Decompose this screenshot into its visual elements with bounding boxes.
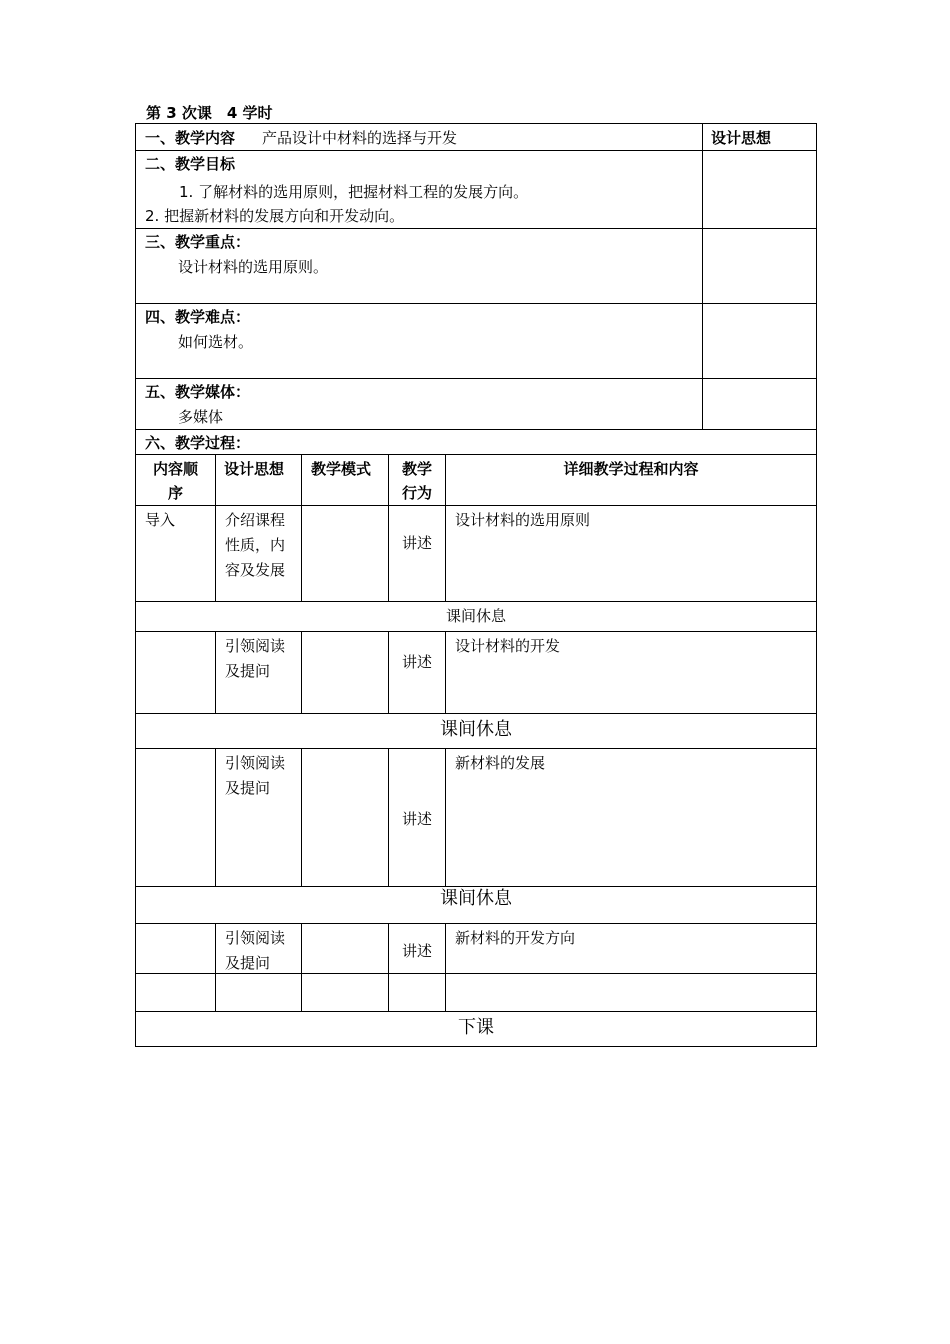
header-detail: 详细教学过程和内容 xyxy=(563,460,699,478)
break-label: 课间休息 xyxy=(440,888,512,909)
section1-content: 产品设计中材料的选择与开发 xyxy=(262,129,458,147)
section3-content: 设计材料的选用原则。 xyxy=(178,258,329,276)
design-thought-header: 设计思想 xyxy=(711,129,772,147)
row-detail: 新材料的开发方向 xyxy=(455,929,576,947)
objective-item: 2. 把握新材料的发展方向和开发动向。 xyxy=(145,207,405,225)
row-detail: 设计材料的选用原则 xyxy=(455,511,591,529)
header-mode: 教学模式 xyxy=(311,460,372,478)
lesson-title: 第 3 次课 4 学时 xyxy=(146,104,273,122)
row-design-line: 介绍课程 xyxy=(225,511,286,529)
section5-content: 多媒体 xyxy=(178,408,224,426)
objective-item: 1. 了解材料的选用原则，把握材料工程的发展方向。 xyxy=(179,183,529,201)
section1-label: 一、教学内容 xyxy=(145,129,236,147)
row-design-line: 引领阅读 xyxy=(225,929,286,947)
section2-label: 二、教学目标 xyxy=(145,155,236,173)
row-detail: 设计材料的开发 xyxy=(455,637,561,655)
header-order-line2: 序 xyxy=(167,484,183,502)
section3-label: 三、教学重点： xyxy=(145,233,251,251)
header-order-line1: 内容顺 xyxy=(152,460,198,478)
section6-label: 六、教学过程： xyxy=(145,434,251,452)
section5-label: 五、教学媒体： xyxy=(145,383,251,401)
row-design-line: 及提问 xyxy=(225,662,271,680)
break-label: 课间休息 xyxy=(440,719,512,740)
row-action: 讲述 xyxy=(401,810,432,828)
row-action: 讲述 xyxy=(401,653,432,671)
class-end-label: 下课 xyxy=(458,1017,494,1038)
header-action-line2: 行为 xyxy=(401,484,432,502)
row-action: 讲述 xyxy=(401,534,432,552)
row-action: 讲述 xyxy=(401,942,432,960)
row-order: 导入 xyxy=(145,511,176,529)
row-design-line: 及提问 xyxy=(225,954,271,972)
row-detail: 新材料的发展 xyxy=(455,754,546,772)
row-design-line: 及提问 xyxy=(225,779,271,797)
row-design-line: 性质，内 xyxy=(225,536,286,554)
row-design-line: 容及发展 xyxy=(225,561,286,579)
section4-label: 四、教学难点： xyxy=(145,308,251,326)
header-design: 设计思想 xyxy=(224,460,285,478)
header-action-line1: 教学 xyxy=(401,460,432,478)
section4-content: 如何选材。 xyxy=(178,333,254,351)
row-design-line: 引领阅读 xyxy=(225,754,286,772)
row-design-line: 引领阅读 xyxy=(225,637,286,655)
break-label: 课间休息 xyxy=(445,607,506,625)
